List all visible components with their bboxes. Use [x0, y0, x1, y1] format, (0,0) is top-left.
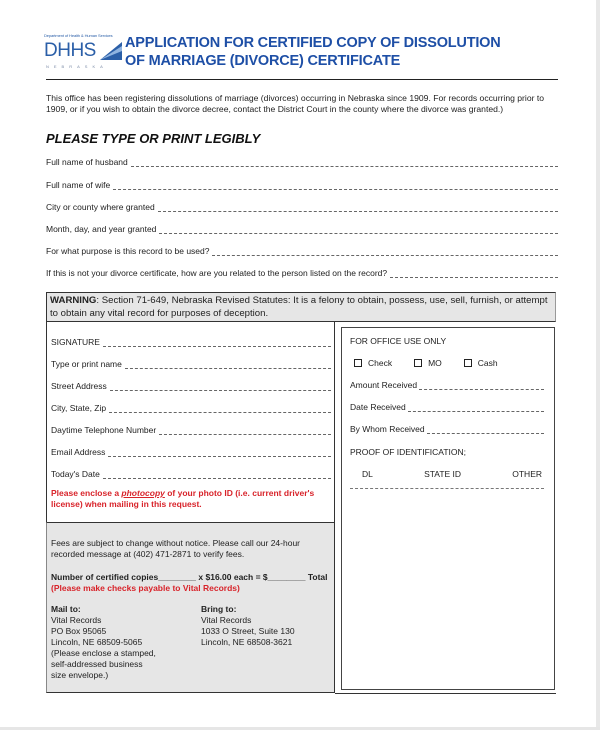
field-label: For what purpose is this record to be used?: [46, 246, 210, 256]
city-state-zip-field[interactable]: [51, 403, 331, 413]
page-title: [125, 34, 501, 70]
photo-id-notice: [51, 488, 331, 510]
proof-of-id-label: PROOF OF IDENTIFICATION;: [350, 447, 467, 457]
payment-option-mo[interactable]: [414, 358, 442, 368]
payment-option-label: MO: [428, 358, 442, 368]
purpose-field[interactable]: [46, 246, 558, 256]
checkbox-icon[interactable]: [464, 359, 472, 367]
field-label: Date Received: [350, 402, 406, 412]
field-label: Email Address: [51, 447, 106, 457]
photo-id-text-start: Please enclose a: [51, 488, 122, 498]
field-label: If this is not your divorce certificate, how are you related to the person listed on the record?: [46, 268, 388, 278]
city-county-field[interactable]: [46, 202, 558, 212]
id-types: [362, 469, 542, 479]
bring-to-line: 1033 O Street, Suite 130: [201, 626, 295, 636]
email-field[interactable]: [51, 447, 331, 457]
section-divider: [335, 693, 556, 694]
id-entry-line[interactable]: [350, 488, 544, 489]
field-blank[interactable]: [427, 424, 544, 434]
field-blank[interactable]: [159, 425, 331, 435]
amount-received-field[interactable]: [350, 380, 544, 390]
title-line-2: OF MARRIAGE (DIVORCE) CERTIFICATE: [125, 53, 401, 69]
warning-label: WARNING: [50, 295, 97, 306]
bring-to-address: [201, 604, 295, 648]
warning-box: [46, 292, 556, 322]
bring-to-line: Lincoln, NE 68508-3621: [201, 637, 293, 647]
mail-to-line: (Please enclose a stamped,: [51, 648, 156, 658]
signature-field[interactable]: [51, 337, 331, 347]
title-divider: [46, 79, 558, 80]
mail-to-heading: Mail to:: [51, 604, 81, 614]
intro-text: This office has been registering dissolutions of marriage (divorces) occurring in Nebraska since 1909. For records occurring prior to 1909, or if you wish to obtain the divorce decree, contact the District Court in the county where the divorce was granted.): [46, 93, 545, 114]
field-blank[interactable]: [103, 337, 331, 347]
field-label: Today's Date: [51, 469, 100, 479]
id-type-other: OTHER: [512, 469, 542, 479]
field-blank[interactable]: [113, 180, 558, 190]
applicant-section: [46, 322, 335, 522]
payable-note: (Please make checks payable to Vital Records): [51, 583, 240, 593]
id-type-dl: DL: [362, 469, 373, 479]
field-blank[interactable]: [158, 202, 558, 212]
payment-options: [354, 358, 520, 368]
checkbox-icon[interactable]: [354, 359, 362, 367]
street-address-field[interactable]: [51, 381, 331, 391]
logo-name: DHHS: [44, 40, 96, 61]
photo-id-emphasis: photocopy: [121, 488, 165, 498]
date-granted-field[interactable]: [46, 224, 558, 234]
field-blank[interactable]: [419, 380, 544, 390]
field-blank[interactable]: [108, 447, 331, 457]
field-label: City, State, Zip: [51, 403, 107, 413]
field-label: Amount Received: [350, 380, 418, 390]
mail-to-line: size envelope.): [51, 670, 109, 680]
instruction-heading: PLEASE TYPE OR PRINT LEGIBLY: [46, 131, 261, 146]
field-label: SIGNATURE: [51, 337, 100, 347]
todays-date-field[interactable]: [51, 469, 331, 479]
received-by-field[interactable]: [350, 424, 544, 434]
logo-department: Department of Health & Human Services: [44, 33, 113, 38]
bring-to-line: Vital Records: [201, 615, 252, 625]
mail-to-address: [51, 604, 156, 681]
mail-to-line: Vital Records: [51, 615, 102, 625]
field-label: Full name of husband: [46, 157, 128, 167]
mail-to-line: PO Box 95065: [51, 626, 107, 636]
mail-to-line: self-addressed business: [51, 659, 143, 669]
bring-to-heading: Bring to:: [201, 604, 237, 614]
field-blank[interactable]: [125, 359, 331, 369]
title-line-1: APPLICATION FOR CERTIFIED COPY OF DISSOLUTION: [125, 35, 501, 51]
dhhs-logo: [44, 33, 124, 77]
field-blank[interactable]: [109, 403, 331, 413]
field-label: City or county where granted: [46, 202, 155, 212]
field-label: Street Address: [51, 381, 107, 391]
checkbox-icon[interactable]: [414, 359, 422, 367]
id-type-state-id: STATE ID: [424, 469, 462, 479]
logo-swoosh-icon: [100, 42, 122, 60]
print-name-field[interactable]: [51, 359, 331, 369]
payment-option-check[interactable]: [354, 358, 392, 368]
fees-section: [46, 522, 335, 693]
field-label: Full name of wife: [46, 180, 111, 190]
field-label: Month, day, and year granted: [46, 224, 157, 234]
payment-option-label: Check: [368, 358, 393, 368]
field-blank[interactable]: [212, 246, 558, 256]
office-use-section: [341, 327, 555, 690]
logo-state: NEBRASKA: [46, 64, 108, 69]
field-blank[interactable]: [110, 381, 331, 391]
date-received-field[interactable]: [350, 402, 544, 412]
fees-note: Fees are subject to change without notice. Please call our 24-hour recorded message at (402) 471-2871 to verify fees.: [51, 538, 301, 559]
page-edge: [596, 0, 600, 730]
field-blank[interactable]: [103, 469, 331, 479]
payment-option-label: Cash: [477, 358, 498, 368]
payment-option-cash[interactable]: [464, 358, 498, 368]
copies-line: Number of certified copies________ x $16.00 each = $________ Total: [51, 572, 328, 582]
photo-id-text-end: of your photo ID (i.e. current driver's license) when mailing in this request.: [51, 488, 315, 509]
field-label: Daytime Telephone Number: [51, 425, 157, 435]
field-label: By Whom Received: [350, 424, 425, 434]
relationship-field[interactable]: [46, 268, 558, 278]
field-blank[interactable]: [390, 268, 558, 278]
field-label: Type or print name: [51, 359, 122, 369]
field-blank[interactable]: [159, 224, 558, 234]
field-blank[interactable]: [131, 157, 558, 167]
wife-name-field[interactable]: [46, 180, 558, 190]
husband-name-field[interactable]: [46, 157, 558, 167]
warning-text: : Section 71-649, Nebraska Revised Statutes: It is a felony to obtain, possess, use, sell, furnish, or attempt to obtain any vital record for purposes of deception.: [50, 295, 548, 319]
field-blank[interactable]: [408, 402, 544, 412]
mail-to-line: Lincoln, NE 68509-5065: [51, 637, 143, 647]
office-use-title: FOR OFFICE USE ONLY: [350, 336, 447, 346]
telephone-field[interactable]: [51, 425, 331, 435]
